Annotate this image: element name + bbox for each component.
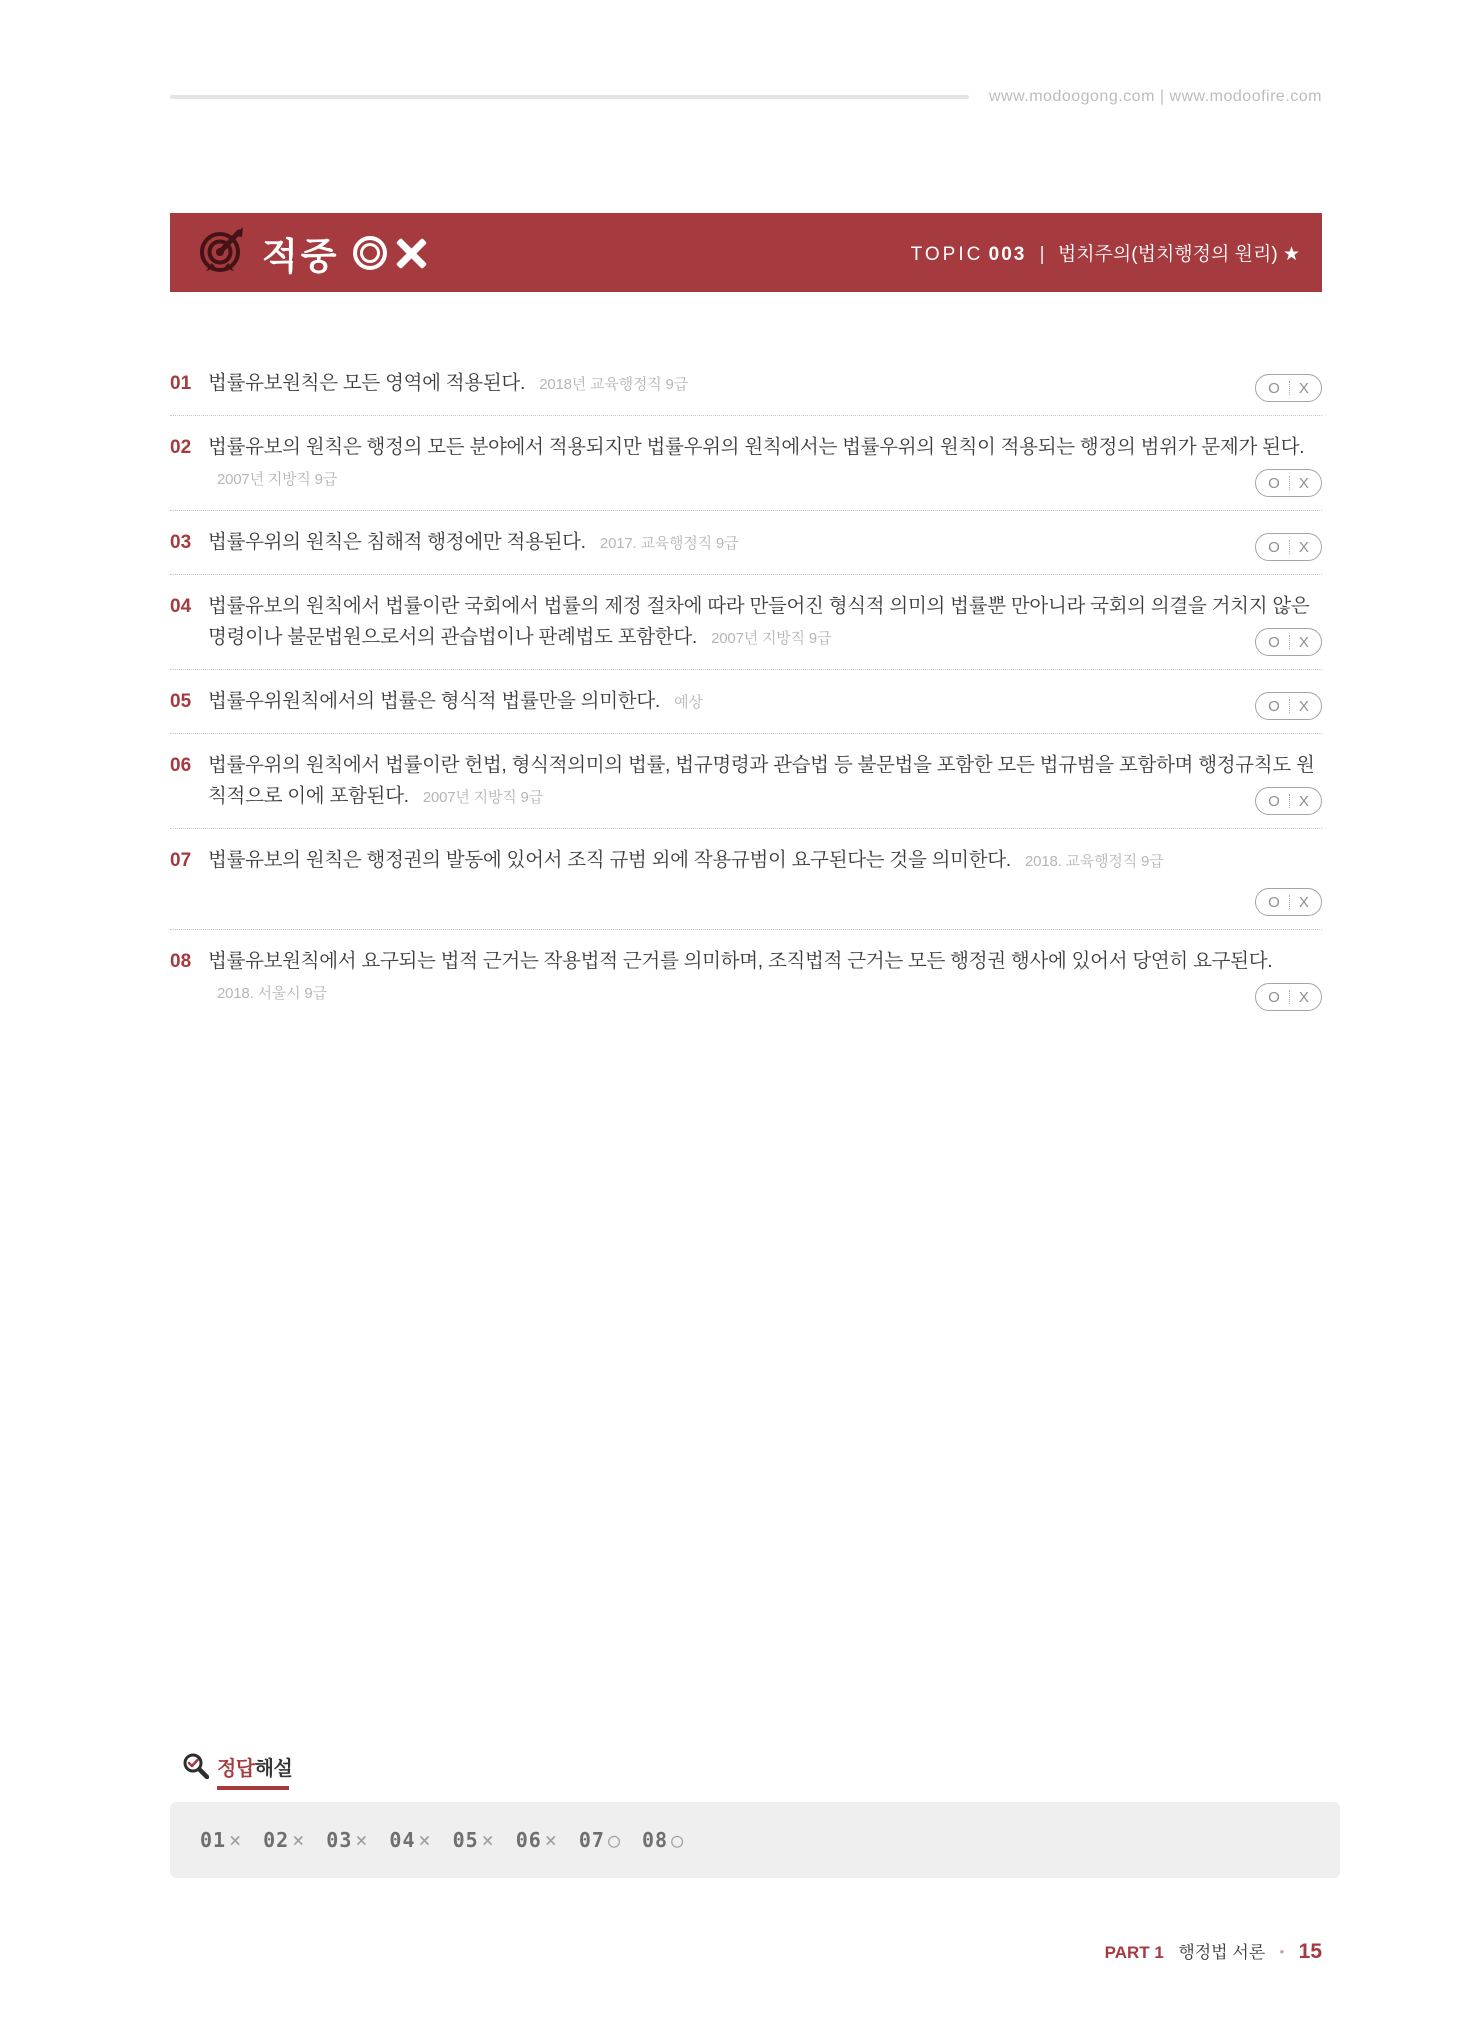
question-number: 08	[170, 951, 192, 972]
pill-divider	[1289, 699, 1290, 713]
answer-section	[170, 1752, 1340, 1878]
topic-title: 법치주의(법치행정의 원리)	[1057, 244, 1278, 265]
footer-section-title: 행정법 서론	[1178, 1943, 1266, 1962]
question-body	[208, 845, 1322, 877]
ox-option-o: O	[1268, 379, 1280, 397]
question-body	[208, 432, 1322, 495]
ox-answer-toggle[interactable]	[1255, 787, 1322, 815]
answer-item: 01 ×	[200, 1828, 242, 1852]
banner-ox	[353, 236, 427, 270]
topic-number: 003	[988, 244, 1027, 265]
question-text: 법률유보원칙은 모든 영역에 적용된다.	[208, 372, 526, 394]
question-number: 06	[170, 755, 192, 776]
answer-item: 04 ×	[389, 1828, 431, 1852]
pill-divider	[1289, 476, 1290, 490]
question-source: 2018년 교육행정직 9급	[539, 376, 688, 393]
question-row-06	[170, 734, 1322, 829]
topic-separator: |	[1039, 244, 1045, 265]
question-source: 2007년 지방직 9급	[217, 471, 338, 488]
ox-answer-toggle[interactable]	[1255, 983, 1322, 1011]
banner-title: 적중	[262, 235, 340, 277]
question-text: 법률유보의 원칙은 행정권의 발동에 있어서 조직 규범 외에 작용규범이 요구된다는 것을 의미한다.	[208, 849, 1011, 871]
answer-key-box	[170, 1802, 1340, 1878]
question-source: 예상	[674, 694, 703, 711]
page-header	[170, 88, 1322, 106]
target-icon	[196, 225, 246, 280]
ox-option-o: O	[1268, 538, 1280, 556]
pill-divider	[1289, 381, 1290, 395]
ox-option-x: X	[1298, 538, 1309, 556]
answer-item: 06 ×	[515, 1828, 557, 1852]
question-text: 법률우위의 원칙에서 법률이란 헌법, 형식적의미의 법률, 법규명령과 관습법 등 불문법을 포함한 모든 법규범을 포함하며 행정규칙도 원칙적으로 이에 포함된다.	[208, 754, 1315, 807]
question-source: 2017. 교육행정직 9급	[599, 535, 739, 552]
question-source: 2007년 지방직 9급	[422, 789, 543, 806]
question-body	[208, 750, 1322, 813]
heading-underline	[217, 1786, 289, 1790]
answer-heading-text	[217, 1752, 292, 1790]
ox-option-x: X	[1298, 379, 1309, 397]
question-source: 2007년 지방직 9급	[711, 630, 832, 647]
answer-item: 05 ×	[452, 1828, 494, 1852]
question-text: 법률우위의 원칙은 침해적 행정에만 적용된다.	[208, 531, 586, 553]
pill-divider	[1289, 540, 1290, 554]
ox-option-x: X	[1298, 792, 1309, 810]
question-body	[208, 591, 1322, 654]
header-rule	[170, 95, 969, 99]
question-text: 법률우위원칙에서의 법률은 형식적 법률만을 의미한다.	[208, 690, 660, 712]
ox-answer-toggle[interactable]	[1255, 628, 1322, 656]
ox-option-x: X	[1298, 697, 1309, 715]
question-body	[208, 686, 1322, 718]
ox-answer-toggle[interactable]	[1255, 469, 1322, 497]
question-number: 02	[170, 437, 192, 458]
ox-option-o: O	[1268, 893, 1280, 911]
ox-answer-toggle[interactable]	[1255, 533, 1322, 561]
question-number: 01	[170, 373, 192, 394]
x-cross-icon	[395, 237, 427, 269]
ox-answer-toggle[interactable]	[1255, 888, 1322, 916]
magnifier-check-icon	[182, 1752, 209, 1784]
topic-prefix: TOPIC	[910, 244, 984, 265]
website-urls: www.modoogong.com | www.modoofire.com	[988, 88, 1322, 105]
question-row-05	[170, 670, 1322, 734]
question-source: 2018. 서울시 9급	[217, 985, 327, 1002]
answer-item: 03 ×	[326, 1828, 368, 1852]
question-row-01	[170, 352, 1322, 416]
ox-option-o: O	[1268, 474, 1280, 492]
pill-divider	[1289, 635, 1290, 649]
ox-option-x: X	[1298, 988, 1309, 1006]
ox-option-x: X	[1298, 893, 1309, 911]
question-list	[170, 352, 1322, 1024]
answer-item: 08 ○	[641, 1828, 684, 1852]
question-number: 07	[170, 850, 192, 871]
pill-divider	[1289, 794, 1290, 808]
question-text: 법률유보의 원칙은 행정의 모든 분야에서 적용되지만 법률우위의 원칙에서는 법률우위의 원칙이 적용되는 행정의 범위가 문제가 된다.	[208, 436, 1305, 458]
answer-item: 07 ○	[578, 1828, 620, 1852]
question-row-03	[170, 511, 1322, 575]
question-row-02	[170, 416, 1322, 511]
question-text: 법률유보원칙에서 요구되는 법적 근거는 작용법적 근거를 의미하며, 조직법적 근거는 모든 행정권 행사에 있어서 당연히 요구된다.	[208, 950, 1273, 972]
ox-option-o: O	[1268, 633, 1280, 651]
ox-answer-toggle[interactable]	[1255, 692, 1322, 720]
question-body	[208, 368, 1322, 400]
ox-answer-toggle[interactable]	[1255, 374, 1322, 402]
ox-option-o: O	[1268, 697, 1280, 715]
topic-label	[911, 239, 1300, 266]
footer-part-label: PART 1	[1104, 1943, 1164, 1962]
question-row-07	[170, 829, 1322, 930]
answer-heading	[170, 1752, 1340, 1790]
ox-option-x: X	[1298, 633, 1309, 651]
footer-dot-icon: •	[1279, 1944, 1285, 1959]
topic-star-icon: ★	[1282, 244, 1300, 265]
ox-option-o: O	[1268, 988, 1280, 1006]
answer-heading-red: 정답	[217, 1758, 255, 1780]
pill-divider	[1289, 895, 1290, 909]
topic-banner	[170, 213, 1322, 292]
o-ring-icon	[353, 236, 387, 270]
footer-page-number: 15	[1298, 1940, 1322, 1963]
question-number: 04	[170, 596, 192, 617]
answer-item: 02 ×	[263, 1828, 305, 1852]
page-footer	[170, 1938, 1322, 1964]
question-row-04	[170, 575, 1322, 670]
ox-option-o: O	[1268, 792, 1280, 810]
question-text: 법률유보의 원칙에서 법률이란 국회에서 법률의 제정 절차에 따라 만들어진 형식적 의미의 법률뿐 만아니라 국회의 의결을 거치지 않은 명령이나 불문법원으로서의 관습법이나 판례법도 포함한다.	[208, 595, 1310, 648]
ox-option-x: X	[1298, 474, 1309, 492]
question-number: 03	[170, 532, 192, 553]
question-body	[208, 527, 1322, 559]
question-body	[208, 946, 1322, 1009]
pill-divider	[1289, 990, 1290, 1004]
question-row-08	[170, 930, 1322, 1024]
answer-heading-dark: 해설	[254, 1758, 293, 1780]
question-source: 2018. 교육행정직 9급	[1025, 853, 1164, 870]
question-number: 05	[170, 691, 192, 712]
